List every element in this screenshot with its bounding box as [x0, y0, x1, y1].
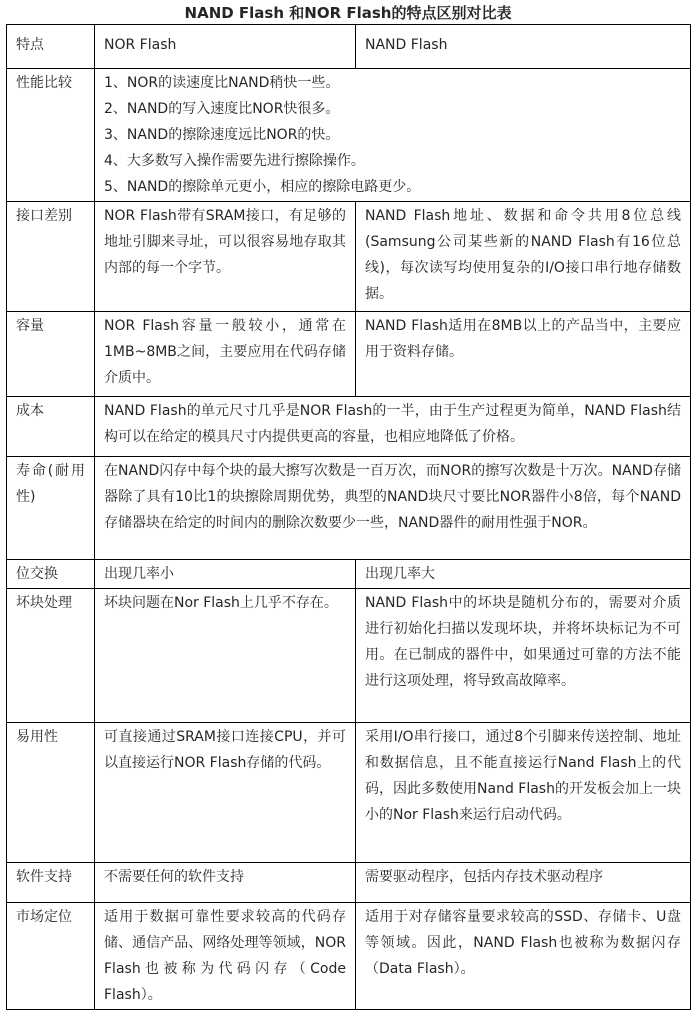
table-row-badblock	[7, 589, 691, 723]
nand-cell: 出现几率大	[356, 560, 691, 589]
nand-cell: 适用于对存储容量要求较高的SSD、存储卡、U盘等领域。因此，NAND Flash也被称为数据闪存（Data Flash）。	[356, 903, 691, 1010]
row-label-cell: 寿命(耐用性)	[7, 457, 95, 560]
header-nand-cell: NAND Flash	[356, 25, 691, 69]
nor-cell: 不需要任何的软件支持	[95, 863, 356, 903]
nand-cell: 采用I/O串行接口，通过8个引脚来传送控制、地址和数据信息，且不能直接运行Nand Flash上的代码，因此多数使用Nand Flash的开发板会加上一块小的Nor Flash来运行启动代码。	[356, 723, 691, 863]
comparison-table	[6, 24, 691, 1010]
list-item: 4、大多数写入操作需要先进行擦除操作。	[104, 153, 365, 169]
row-label-cell: 性能比较	[7, 69, 95, 202]
table-row-performance	[7, 69, 691, 202]
nor-cell: 坏块问题在Nor Flash上几乎不存在。	[95, 589, 356, 723]
row-label-cell: 成本	[7, 397, 95, 457]
list-item: 5、NAND的擦除单元更小，相应的擦除电路更少。	[104, 179, 421, 195]
table-row-market	[7, 903, 691, 1010]
list-item: 1、NOR的读速度比NAND稍快一些。	[104, 75, 340, 91]
nand-cell: NAND Flash适用在8MB以上的产品当中，主要应用于资料存储。	[356, 312, 691, 397]
nor-cell: NOR Flash容量一般较小，通常在1MB~8MB之间，主要应用在代码存储介质中。	[95, 312, 356, 397]
table-row-usability	[7, 723, 691, 863]
nor-cell: 可直接通过SRAM接口连接CPU，并可以直接运行NOR Flash存储的代码。	[95, 723, 356, 863]
row-label-cell: 市场定位	[7, 903, 95, 1010]
nor-cell: 适用于数据可靠性要求较高的代码存储、通信产品、网络处理等领域，NOR Flash也被称为代码闪存（Code Flash）。	[95, 903, 356, 1010]
list-item: 2、NAND的写入速度比NOR快很多。	[104, 101, 340, 117]
merged-content-cell	[95, 69, 691, 202]
row-label-cell: 位交换	[7, 560, 95, 589]
nor-cell: NOR Flash带有SRAM接口，有足够的地址引脚来寻址，可以很容易地存取其内部的每一个字节。	[95, 202, 356, 312]
merged-content-cell: 在NAND闪存中每个块的最大擦写次数是一百万次，而NOR的擦写次数是十万次。NAND存储器除了具有10比1的块擦除周期优势，典型的NAND块尺寸要比NOR器件小8倍，每个NAND存储器块在给定的时间内的删除次数要少一些，NAND器件的耐用性强于NOR。	[95, 457, 691, 560]
table-row-software	[7, 863, 691, 903]
table-row-cost	[7, 397, 691, 457]
merged-content-cell: NAND Flash的单元尺寸几乎是NOR Flash的一半，由于生产过程更为简单，NAND Flash结构可以在给定的模具尺寸内提供更高的容量，也相应地降低了价格。	[95, 397, 691, 457]
header-feature-cell: 特点	[7, 25, 95, 69]
row-label-cell: 易用性	[7, 723, 95, 863]
table-row-lifespan	[7, 457, 691, 560]
nand-cell: NAND Flash中的坏块是随机分布的，需要对介质进行初始化扫描以发现坏块，并将坏块标记为不可用。在已制成的器件中，如果通过可靠的方法不能进行这项处理，将导致高故障率。	[356, 589, 691, 723]
nand-cell: 需要驱动程序，包括内存技术驱动程序	[356, 863, 691, 903]
nor-cell: 出现几率小	[95, 560, 356, 589]
table-row-bitswap	[7, 560, 691, 589]
row-label-cell: 软件支持	[7, 863, 95, 903]
table-row-capacity	[7, 312, 691, 397]
row-label-cell: 接口差别	[7, 202, 95, 312]
row-label-cell: 容量	[7, 312, 95, 397]
list-item: 3、NAND的擦除速度远比NOR的快。	[104, 127, 340, 143]
table-row-interface	[7, 202, 691, 312]
header-nor-cell: NOR Flash	[95, 25, 356, 69]
page-title: NAND Flash 和NOR Flash的特点区别对比表	[184, 4, 512, 22]
row-label-cell: 坏块处理	[7, 589, 95, 723]
nand-cell: NAND Flash地址、数据和命令共用8位总线(Samsung公司某些新的NAND Flash有16位总线)，每次读写均使用复杂的I/O接口串行地存储数据。	[356, 202, 691, 312]
table-header-row	[7, 25, 691, 69]
